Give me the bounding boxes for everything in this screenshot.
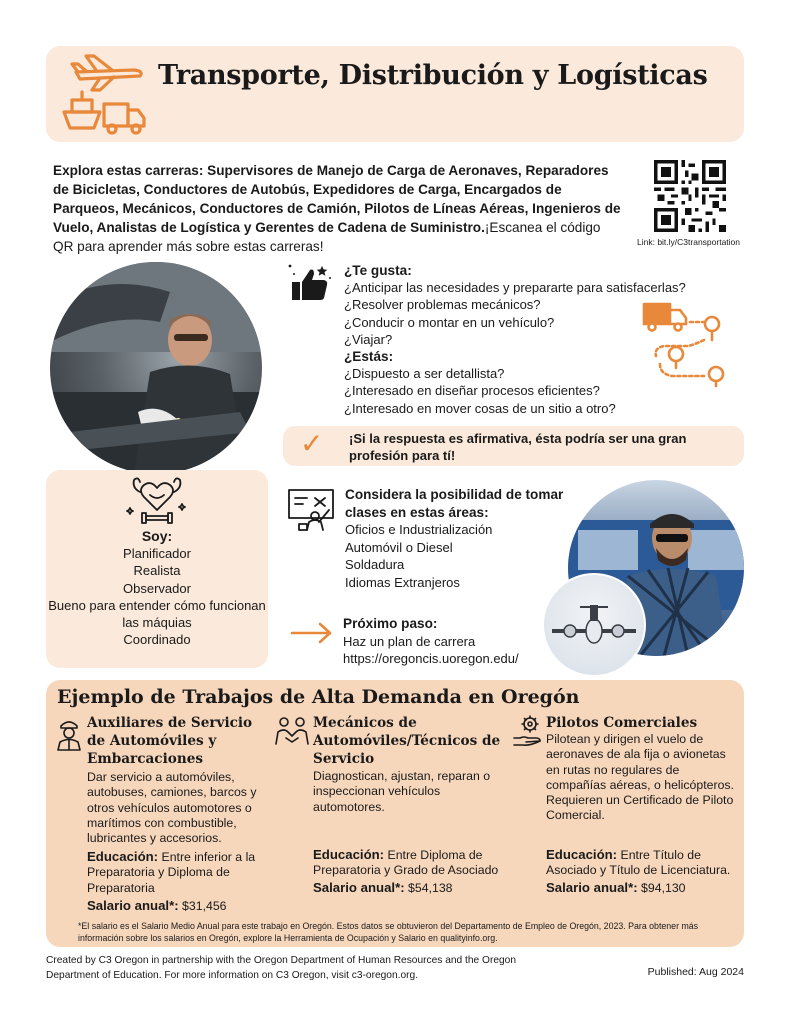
mechanic-illustration — [50, 262, 262, 474]
soy-item: Planificador — [123, 546, 191, 562]
job-title: Auxiliares de Servicio de Automóviles y Embarcaciones — [87, 715, 253, 767]
soy-list — [46, 528, 268, 648]
education-label: Educación: — [546, 847, 618, 862]
next-step-section — [343, 615, 573, 668]
class-item: Soldadura — [345, 557, 405, 572]
handshake-icon — [274, 716, 310, 748]
salary-value: $31,456 — [182, 899, 227, 913]
strong-heart-icon — [126, 474, 188, 526]
mechanic-photo — [50, 262, 262, 474]
job-education — [313, 847, 523, 879]
service-attendant-icon — [56, 718, 82, 752]
salary-value: $54,138 — [408, 881, 453, 895]
hand-gear-icon — [512, 714, 544, 748]
job-education — [546, 847, 746, 879]
salary-label: Salario anual*: — [87, 898, 179, 913]
education-value: Entre Diploma de Preparatoria y Grado de Asociado — [313, 848, 499, 878]
qr-link[interactable]: Link: bit.ly/C3transportation — [637, 237, 740, 247]
job-salary — [313, 880, 523, 896]
job-title: Mecánicos de Automóviles/Técnicos de Servicio — [313, 715, 501, 767]
job-description: Diagnostican, ajustan, reparan o inspeccionan vehículos automotores. — [313, 769, 491, 814]
soy-item: Coordinado — [123, 632, 191, 648]
education-value: Entre Título de Asociado y Título de Licenciatura. — [546, 848, 731, 878]
job-title: Pilotos Comerciales — [546, 715, 698, 731]
classes-heading: Considera la posibilidad de tomar clases en estas áreas: — [345, 487, 564, 520]
are-you-heading: ¿Estás: — [344, 349, 394, 365]
transport-icon — [56, 50, 150, 140]
class-item: Idiomas Extranjeros — [345, 574, 460, 590]
airplane-photo — [542, 573, 646, 677]
salary-value: $94,130 — [641, 881, 686, 895]
job-salary — [87, 898, 277, 914]
credits-text: Created by C3 Oregon in partnership with the Oregon Department of Human Resources and the Oregon Department of Education. For more information on C3 Oregon, visit c3-oregon.org. — [46, 955, 517, 981]
likes-item: ¿Resolver problemas mecánicos? — [344, 297, 541, 313]
next-step-link[interactable]: https://oregoncis.uoregon.edu/ — [343, 651, 519, 666]
class-item: Automóvil o Diesel — [345, 539, 453, 555]
salary-footnote: *El salario es el Salario Medio Anual para este trabajo en Oregón. Estos datos se obtuvieron del Departamento de Empleo de Oregón, 2023. Para obtener más información sobre los salarios en Oregón, explore la Herramienta de Ocupación y Salario en qualityinfo.org. — [78, 921, 699, 943]
soy-heading: Soy: — [141, 528, 173, 544]
qr-code[interactable] — [654, 160, 726, 232]
next-step-heading: Próximo paso: — [343, 616, 438, 631]
are-you-item: ¿Interesado en mover cosas de un sitio a otro? — [344, 400, 616, 416]
intro-paragraph — [53, 161, 623, 256]
class-item: Oficios e Industrialización — [345, 522, 493, 537]
soy-item: Observador — [123, 580, 191, 596]
published-date: Published: Aug 2024 — [647, 966, 744, 978]
job-description: Dar servicio a automóviles, autobuses, camiones, barcos y otros vehículos automotores o marítimos con combustible, lubricantes y accesorios. — [87, 770, 257, 846]
likes-item: ¿Anticipar las necesidades y prepararte para satisfacerlas? — [344, 280, 686, 296]
jobs-title: Ejemplo de Trabajos de Alta Demanda en Oregón — [57, 686, 580, 708]
salary-label: Salario anual*: — [313, 880, 405, 895]
thumbs-up-icon — [286, 262, 334, 304]
qr-cta: ¡Escanea el código QR para aprender más sobre estas carreras! — [53, 220, 601, 254]
next-step-text: Haz un plan de carrera — [343, 633, 476, 649]
soy-item: Bueno para entender cómo funcionan las máquias — [48, 597, 266, 631]
education-label: Educación: — [313, 847, 385, 862]
job-description: Pilotean y dirigen el vuelo de aeronaves de ala fija o avionetas en rutas no regulares de compañías aéreas, o helicópteros. Requieren un Certificado de Piloto Comercial. — [546, 732, 734, 823]
classroom-icon — [285, 486, 339, 532]
airplane-illustration — [544, 575, 644, 675]
job-salary — [546, 880, 746, 896]
checkmark-icon: ✓ — [300, 428, 324, 459]
are-you-item: ¿Dispuesto a ser detallista? — [344, 366, 505, 382]
education-label: Educación: — [87, 849, 159, 864]
answer-text: ¡Si la respuesta es afirmativa, ésta podría ser una gran profesión para tí! — [349, 431, 687, 463]
likes-item: ¿Conducir o montar en un vehículo? — [344, 314, 555, 330]
classes-section — [345, 486, 575, 591]
likes-item: ¿Viajar? — [344, 331, 393, 347]
salary-label: Salario anual*: — [546, 880, 638, 895]
are-you-item: ¿Interesado en diseñar procesos eficientes? — [344, 383, 600, 399]
education-value: Entre inferior a la Preparatoria y Diploma de Preparatoria — [87, 850, 256, 895]
careers-list: Explora estas carreras: Supervisores de Manejo de Carga de Aeronaves, Reparadores de Bicicletas, Conductores de Autobús, Expedidores de Carga, Encargados de Parqueos, Mecánicos, Conductores de Camión, Pilotos de Líneas Aéreas, Ingenieros de Vuelo, Analistas de Logística y Gerentes de Cadena de Suministro. — [53, 163, 621, 235]
page-title: Transporte, Distribución y Logísticas — [158, 60, 708, 91]
soy-item: Realista — [133, 563, 181, 579]
arrow-right-icon — [288, 620, 336, 646]
likes-heading: ¿Te gusta: — [344, 263, 412, 278]
job-education — [87, 849, 277, 896]
route-icon — [640, 298, 736, 390]
